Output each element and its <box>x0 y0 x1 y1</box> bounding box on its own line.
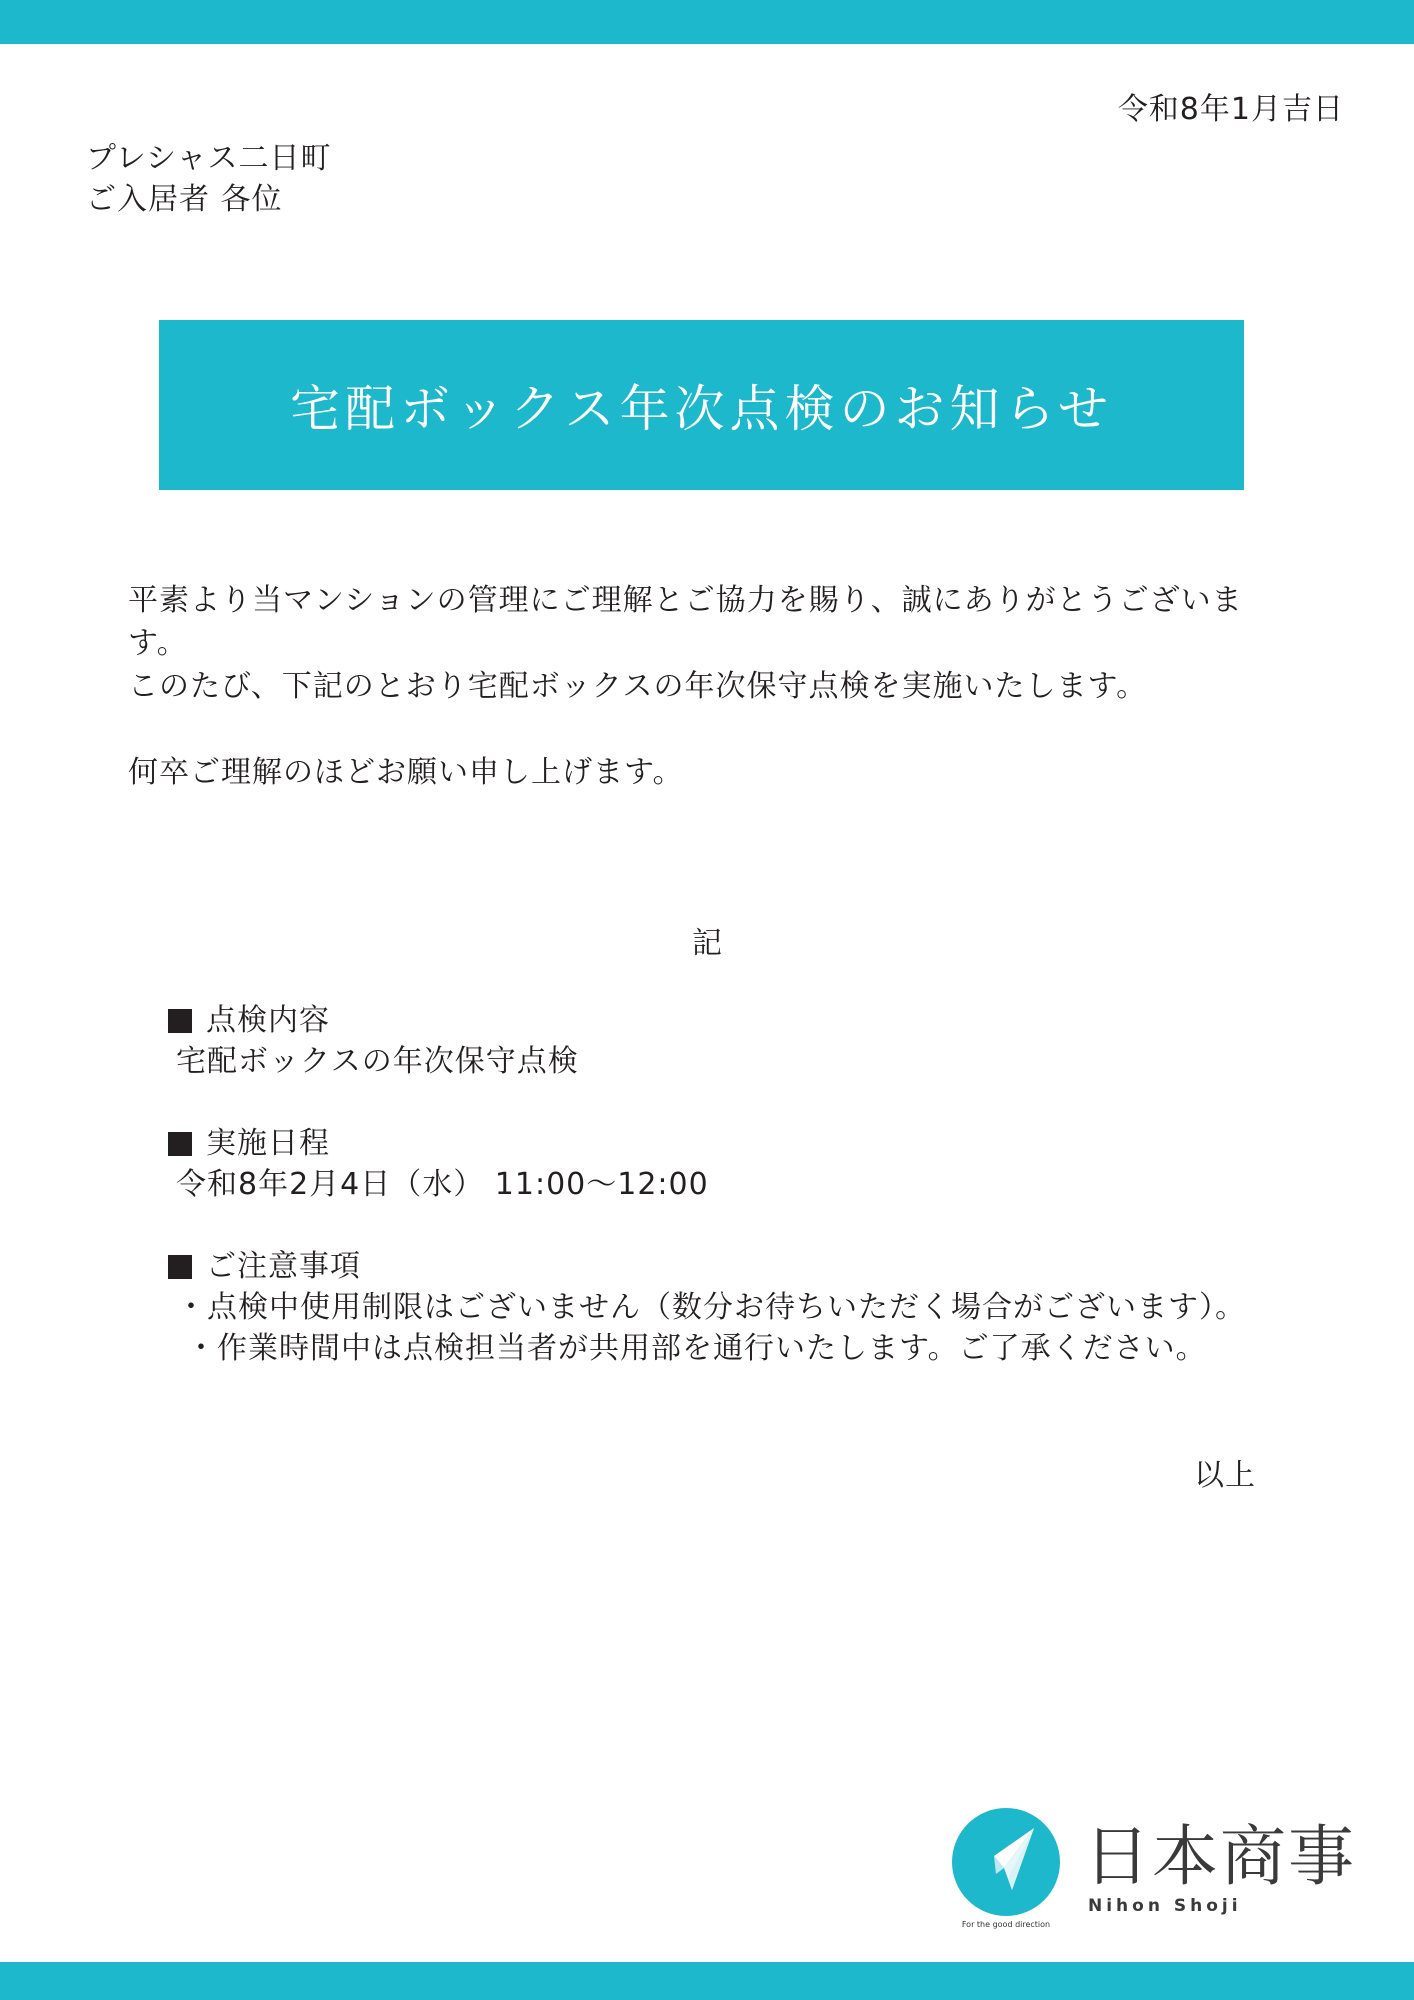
logo-tagline: For the good direction <box>961 1920 1051 1929</box>
bottom-accent-band <box>0 1962 1414 2000</box>
square-bullet-icon <box>168 1255 192 1279</box>
company-logo-romaji: Nihon Shoji <box>1088 1896 1242 1916</box>
ki-heading: 記 <box>692 926 722 961</box>
company-logo-name: 日本商事 <box>1084 1818 1356 1895</box>
recipient-building: プレシャス二日町 <box>86 141 332 176</box>
body-line-2: す。 <box>128 626 188 661</box>
recipient-block <box>86 138 331 220</box>
square-bullet-icon <box>168 1132 192 1156</box>
section-heading-content: 点検内容 <box>168 1000 1246 1041</box>
body-line-3: このたび、下記のとおり宅配ボックスの年次保守点検を実施いたします。 <box>128 669 1148 704</box>
square-bullet-icon <box>168 1009 192 1033</box>
section-heading-schedule: 実施日程 <box>168 1123 1246 1164</box>
details-list <box>168 1000 1246 1369</box>
closing-text: 以上 <box>1194 1458 1256 1493</box>
section-heading-notes: ご注意事項 <box>168 1246 1246 1287</box>
paper-plane-icon <box>952 1808 1060 1916</box>
section-text-schedule: 令和8年2月4日（水） 11:00〜12:00 <box>176 1167 709 1202</box>
body-line-1: 平素より当マンションの管理にご理解とご協力を賜り、誠にありがとうございま <box>128 583 1243 618</box>
note-item-1: ・点検中使用制限はございません（数分お待ちいただく場合がございます）。 <box>176 1290 1246 1325</box>
page-title: 宅配ボックス年次点検のお知らせ <box>290 380 1113 438</box>
body-line-4: 何卒ご理解のほどお願い申し上げます。 <box>128 755 684 790</box>
top-accent-band <box>0 0 1414 44</box>
section-text-content: 宅配ボックスの年次保守点検 <box>176 1044 579 1079</box>
issue-date: 令和8年1月吉日 <box>1117 92 1344 127</box>
title-banner <box>159 320 1244 490</box>
recipient-addressee: ご入居者 各位 <box>86 182 283 217</box>
notice-body <box>128 579 1308 794</box>
note-item-2: ・作業時間中は点検担当者が共用部を通行いたします。ご了承ください。 <box>186 1331 1207 1366</box>
